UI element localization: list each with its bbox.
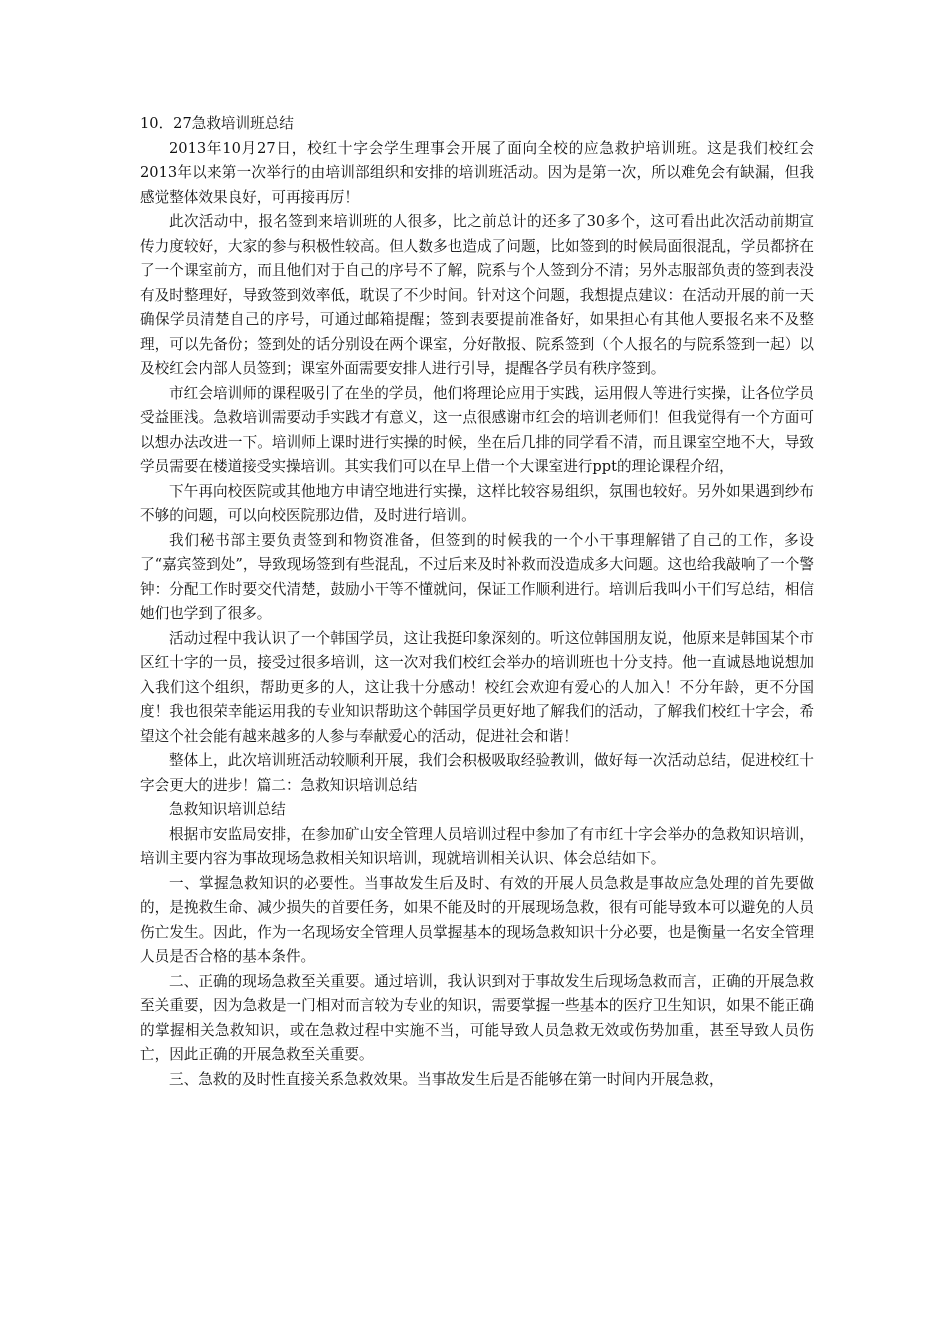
document-title: 10．27急救培训班总结 — [140, 115, 294, 132]
paragraph: 市红会培训师的课程吸引了在坐的学员，他们将理论应用于实践，运用假人等进行实操，让各位学员受益匪浅。急救培训需要动手实践才有意义，这一点很感谢市红会的培训老师们！但我觉得有一个方面可以想办法改进一下。培训师上课时进行实操的时候，坐在后几排的同学看不清，而且课室空地不大，导致学员需要在楼道接受实操培训。其实我们可以在早上借一个大课室进行ppt的理论课程介绍， — [140, 384, 814, 475]
paragraph: 此次活动中，报名签到来培训班的人很多，比之前总计的还多了30多个，这可看出此次活动前期宣传力度较好，大家的参与积极性较高。但人数多也造成了问题，比如签到的时候局面很混乱，学员都挤在了一个课室前方，而且他们对于自己的序号不了解，院系与个人签到分不清；另外志服部负责的签到表没有及时整理好，导致签到效率低，耽误了不少时间。针对这个问题，我想提点建议：在活动开展的前一天确保学员清楚自己的序号，可通过邮箱提醒；签到表要提前准备好，如果担心有其他人要报名来不及整理，可以先备份；签到处的话分别设在两个课室，分好散报、院系签到（个人报名的与院系签到一起）以及校红会内部人员签到；课室外面需要安排人进行引导，提醒各学员有秩序签到。 — [140, 213, 814, 377]
paragraph: 三、急救的及时性直接关系急救效果。当事故发生后是否能够在第一时间内开展急救， — [169, 1070, 724, 1088]
paragraph: 我们秘书部主要负责签到和物资准备，但签到的时候我的一个小干事理解错了自己的工作，多设了“嘉宾签到处”，导致现场签到有些混乱，不过后来及时补救而没造成多大问题。这也给我敲响了一个警钟：分配工作时要交代清楚，鼓励小干等不懂就问，保证工作顺利进行。培训后我叫小干们写总结，相信她们也学到了很多。 — [140, 531, 814, 622]
document-page — [140, 112, 814, 1092]
paragraph: 根据市安监局安排，在参加矿山安全管理人员培训过程中参加了有市红十字会举办的急救知识培训，培训主要内容为事故现场急救相关知识培训，现就培训相关认识、体会总结如下。 — [140, 825, 814, 867]
paragraph: 二、正确的现场急救至关重要。通过培训，我认识到对于事故发生后现场急救而言，正确的开展急救至关重要，因为急救是一门相对而言较为专业的知识，需要掌握一些基本的医疗卫生知识，如果不能正确的掌握相关急救知识，或在急救过程中实施不当，可能导致人员急救无效或伤势加重，甚至导致人员伤亡，因此正确的开展急救至关重要。 — [140, 972, 814, 1063]
paragraph: 一、掌握急救知识的必要性。当事故发生后及时、有效的开展人员急救是事故应急处理的首先要做的，是挽救生命、减少损失的首要任务，如果不能及时的开展现场急救，很有可能导致本可以避免的人员伤亡发生。因此，作为一名现场安全管理人员掌握基本的现场急救知识十分必要，也是衡量一名安全管理人员是否合格的基本条件。 — [140, 874, 814, 965]
paragraph: 整体上，此次培训班活动较顺利开展，我们会积极吸取经验教训，做好每一次活动总结，促进校红十字会更大的进步！篇二：急救知识培训总结 — [140, 752, 814, 794]
paragraph: 2013年10月27日，校红十字会学生理事会开展了面向全校的应急救护培训班。这是我们校红会2013年以来第一次举行的由培训部组织和安排的培训班活动。因为是第一次，所以难免会有缺漏，但我感觉整体效果良好，可再接再厉！ — [140, 139, 814, 206]
section-heading: 急救知识培训总结 — [169, 801, 286, 818]
paragraph: 活动过程中我认识了一个韩国学员，这让我挺印象深刻的。听这位韩国朋友说，他原来是韩国某个市区红十字的一员，接受过很多培训，这一次对我们校红会举办的培训班也十分支持。他一直诚恳地说想加入我们这个组织，帮助更多的人，这让我十分感动！校红会欢迎有爱心的人加入！不分年龄，更不分国度！我也很荣幸能运用我的专业知识帮助这个韩国学员更好地了解我们的活动，了解我们校红十字会，希望这个社会能有越来越多的人参与奉献爱心的活动，促进社会和谐！ — [140, 629, 814, 745]
paragraph: 下午再向校医院或其他地方申请空地进行实操，这样比较容易组织，氛围也较好。另外如果遇到纱布不够的问题，可以向校医院那边借，及时进行培训。 — [140, 482, 814, 524]
